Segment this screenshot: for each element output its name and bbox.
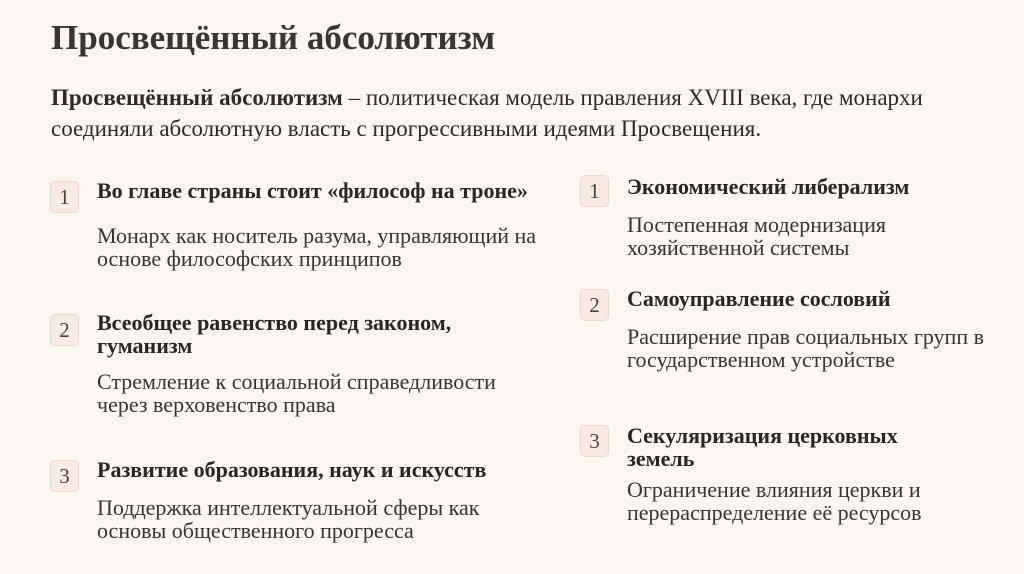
right-item-2-heading: Самоуправление сословий xyxy=(627,286,891,311)
left-item-3-heading: Развитие образования, наук и искусств xyxy=(97,457,487,482)
left-item-1-description: Монарх как носитель разума, управляющий на основе философских принципов xyxy=(97,223,537,271)
left-item-2-number: 2 xyxy=(50,314,79,346)
left-item-3-description: Поддержка интеллектуальной сферы как основы общественного прогресса xyxy=(97,495,480,543)
right-item-3-description: Ограничение влияния церкви и перераспределение её ресурсов xyxy=(627,477,922,525)
right-item-1-heading: Экономический либерализм xyxy=(627,174,910,199)
right-item-1-description: Постепенная модернизация хозяйственной системы xyxy=(627,212,886,260)
right-item-3-heading: Секуляризация церковных земель xyxy=(627,423,898,471)
right-item-1-number: 1 xyxy=(580,175,609,207)
intro-definition: – политическая модель правления XVIII века, где монархи соединяли абсолютную власть с прогрессивными идеями Просвещения. xyxy=(51,85,923,141)
left-item-3-number: 3 xyxy=(50,460,79,492)
left-item-1-heading: Во главе страны стоит «философ на троне» xyxy=(97,178,528,203)
left-item-1-number: 1 xyxy=(50,181,79,213)
left-item-2-description: Стремление к социальной справедливости через верховенство права xyxy=(97,369,496,417)
intro-term: Просвещённый абсолютизм xyxy=(51,85,343,110)
right-item-2-number: 2 xyxy=(580,289,609,321)
left-item-2-heading: Всеобщее равенство перед законом, гуманизм xyxy=(97,310,452,358)
right-item-2-description: Расширение прав социальных групп в государственном устройстве xyxy=(627,324,984,372)
right-item-3-number: 3 xyxy=(580,425,609,457)
intro-paragraph xyxy=(51,82,981,144)
page-title: Просвещённый абсолютизм xyxy=(51,18,496,57)
